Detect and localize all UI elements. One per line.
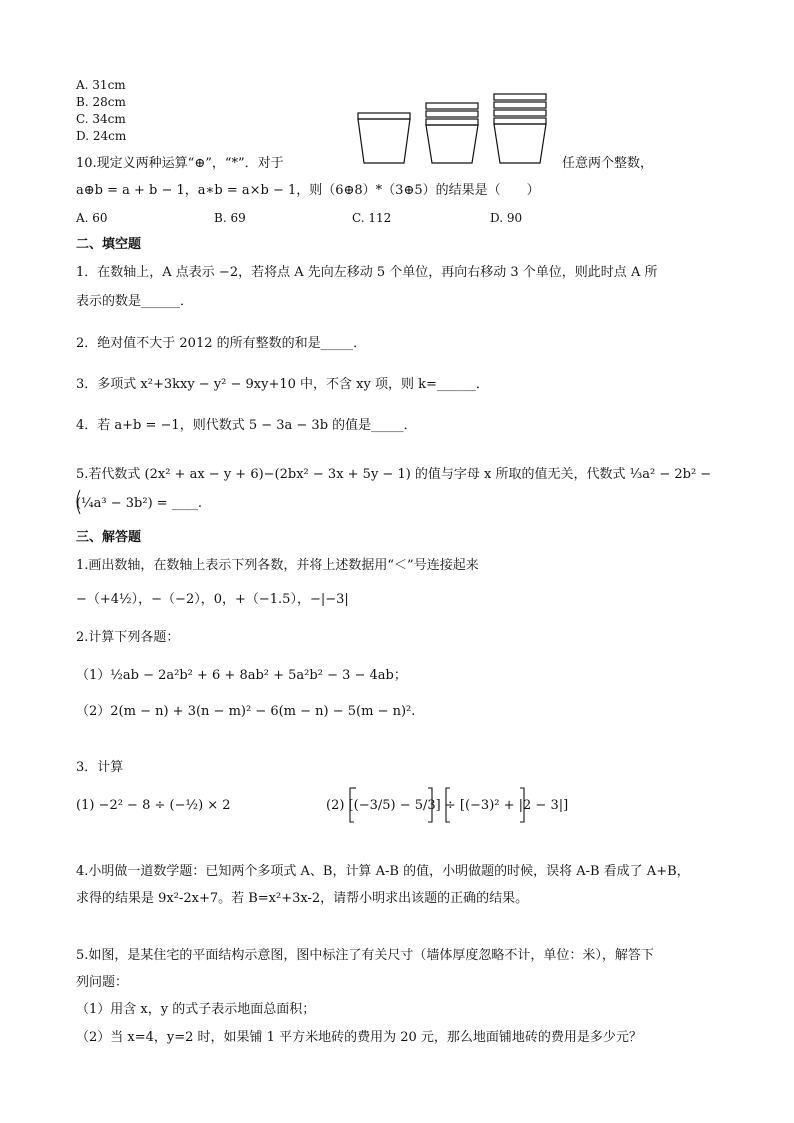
option-a: A. 31cm	[76, 78, 126, 92]
q10-option-d: D. 90	[490, 211, 523, 225]
cup-body	[426, 125, 478, 163]
q10-option-b: B. 69	[214, 211, 246, 225]
s2-q2: 2．绝对值不大于 2012 的所有整数的和是_____．	[76, 336, 367, 351]
cup-rim	[358, 113, 410, 119]
option-d: D. 24cm	[76, 129, 127, 143]
s3-q5-line2: 列问题：	[76, 975, 129, 990]
s2-q5-line1: 5.若代数式 (2x² + ax − y + 6)−(2bx² − 3x + 5y − 1) 的值与字母 x 所取的值无关，代数式 ⅓a² − 2b² −	[76, 467, 712, 482]
s3-q2: 2.计算下列各题：	[76, 630, 180, 645]
s3-q5-2: （2）当 x=4，y=2 时，如果铺 1 平方米地砖的费用为 20 元，那么地面铺地砖的费用是多少元？	[76, 1030, 642, 1045]
s3-q1-nums: −（+4½），−（−2），0，+（−1.5），−|−3|	[76, 592, 349, 607]
q10-option-a: A. 60	[76, 211, 108, 225]
cup-rim	[494, 118, 546, 124]
cup-rim	[494, 110, 546, 116]
s3-q3: 3．计算	[76, 760, 124, 775]
s2-q1-line2: 表示的数是______．	[76, 294, 194, 309]
s3-q5-1: （1）用含 x，y 的式子表示地面总面积；	[76, 1002, 316, 1017]
cup-rim	[494, 94, 546, 100]
s3-q2-1: （1）½ab − 2a²b² + 6 + 8ab² + 5a²b² − 3 − 4ab；	[76, 668, 407, 683]
cup-body	[494, 124, 546, 163]
option-c: C. 34cm	[76, 112, 126, 126]
q10-line1-left: 10.现定义两种运算“⊕”，“*”．对于	[76, 156, 284, 171]
cup-rim	[426, 103, 478, 109]
s3-q4-line2: 求得的结果是 9x²-2x+7。若 B=x²+3x-2，请帮小明求出该题的正确的结果。	[76, 891, 529, 906]
s2-q4: 4．若 a+b = −1，则代数式 5 − 3a − 3b 的值是_____．	[76, 418, 417, 433]
cup-body	[358, 119, 410, 163]
q10-option-c: C. 112	[352, 211, 392, 225]
s3-q4-line1: 4.小明做一道数学题：已知两个多项式 A、B，计算 A-B 的值，小明做题的时候，误将 A-B 看成了 A+B，	[76, 864, 690, 879]
cup-rim	[426, 119, 478, 125]
cup-rim	[494, 102, 546, 108]
q10-line1-right: 任意两个整数，	[562, 156, 654, 171]
cup-rim	[426, 111, 478, 117]
s3-q3-2: (2) [(−3/5) − 5/3] ÷ [(−3)² + |2 − 3|]	[326, 798, 569, 813]
s2-q3: 3．多项式 x²+3kxy − y² − 9xy+10 中，不含 xy 项，则 k=______．	[76, 377, 489, 392]
s2-q1-line1: 1．在数轴上，A 点表示 −2，若将点 A 先向左移动 5 个单位，再向右移动 3 个单位，则此时点 A 所	[76, 265, 658, 280]
s2-q5-line2: (¼a³ − 3b²) = ____.	[76, 496, 202, 511]
q10-line2: a⊕b = a + b − 1，a∗b = a×b − 1，则（6⊕8）*（3⊕5）的结果是（ ）	[76, 183, 540, 198]
s3-q2-2: （2）2(m − n) + 3(n − m)² − 6(m − n) − 5(m − n)².	[76, 704, 416, 719]
s3-q5-line1: 5.如图，是某住宅的平面结构示意图，图中标注了有关尺寸（墙体厚度忽略不计，单位：米），解答下	[76, 948, 654, 963]
section2-title: 二、填空题	[76, 237, 142, 252]
option-b: B. 28cm	[76, 95, 126, 109]
s3-q1: 1.画出数轴，在数轴上表示下列各数，并将上述数据用“＜”号连接起来	[76, 558, 479, 573]
section3-title: 三、解答题	[76, 530, 142, 545]
s3-q3-1: (1) −2² − 8 ÷ (−½) × 2	[76, 798, 231, 813]
